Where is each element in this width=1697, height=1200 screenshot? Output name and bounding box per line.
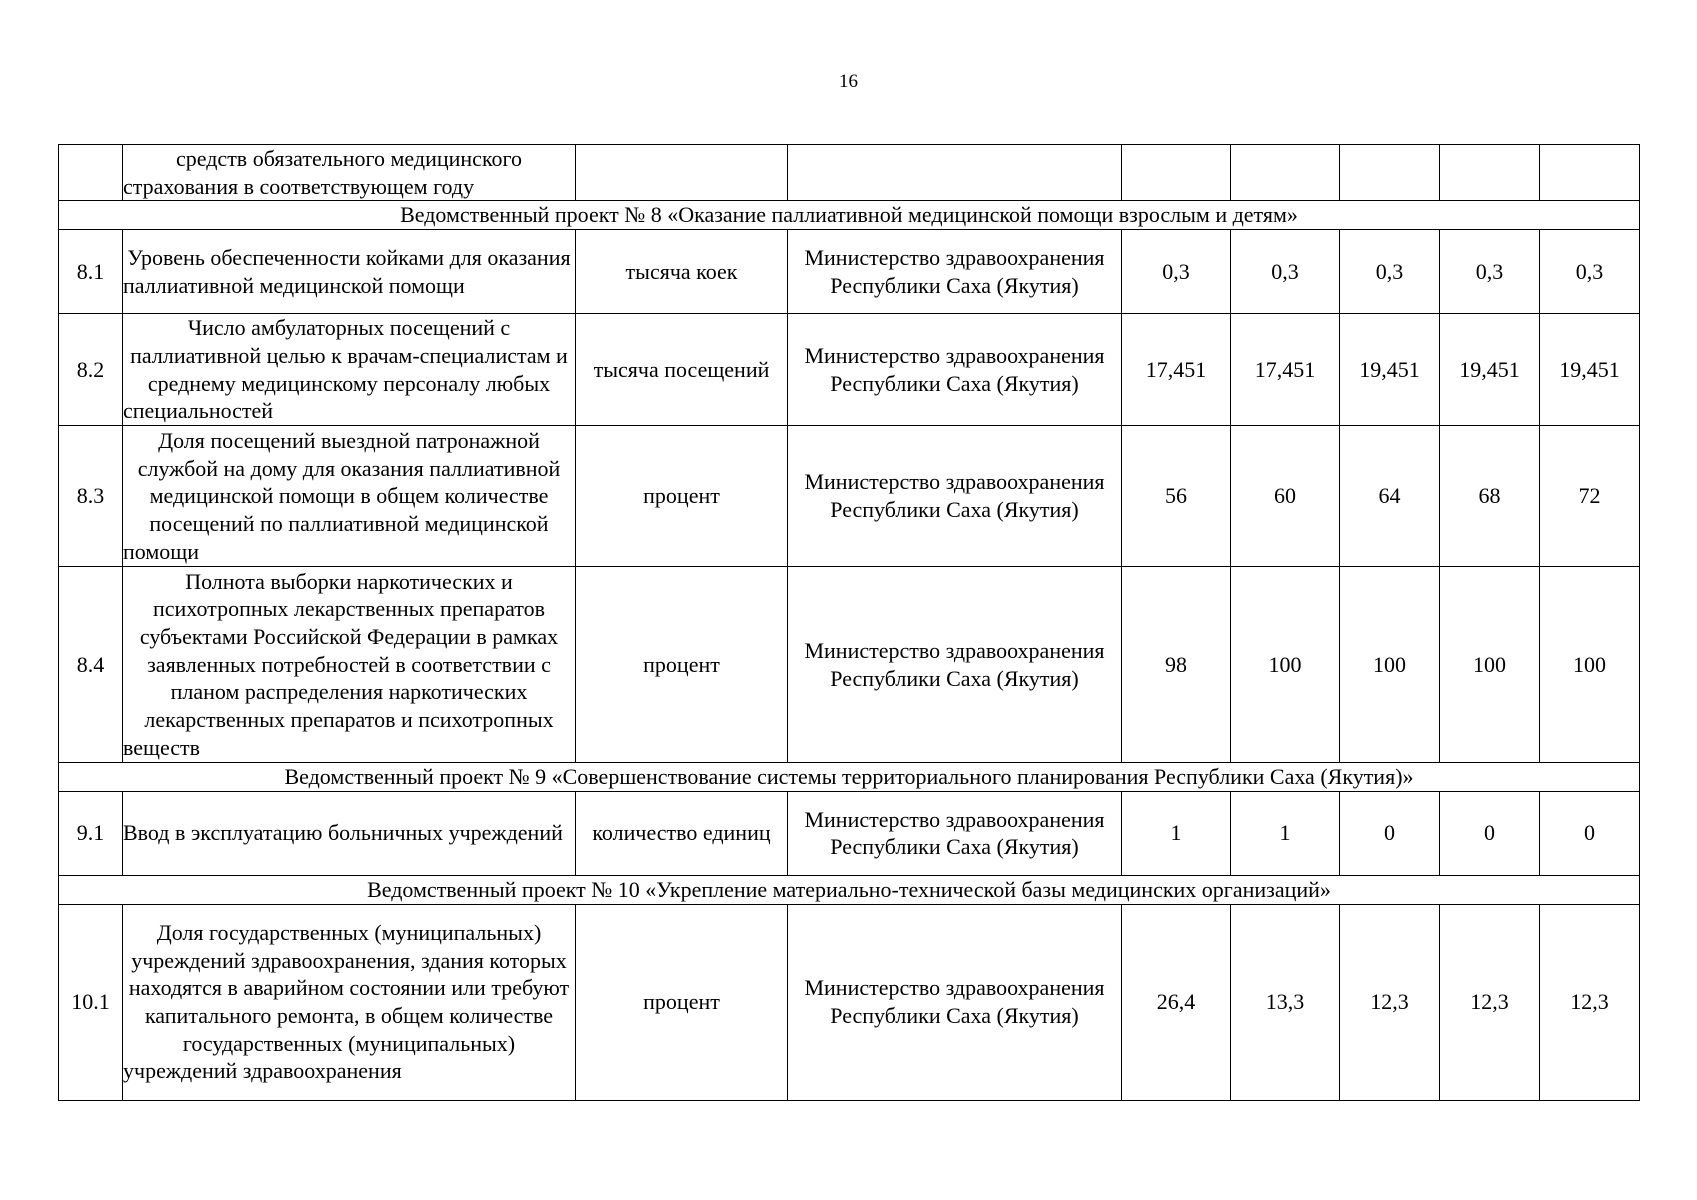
- table-row: [59, 145, 1640, 201]
- value-year-5: 0: [1540, 791, 1640, 875]
- value-year-2: 100: [1231, 567, 1340, 763]
- table-row: [59, 567, 1640, 763]
- indicator-name: Уровень обеспеченности койками для оказания паллиативной медицинской помощи: [123, 230, 576, 314]
- value-year-5: 19,451: [1540, 314, 1640, 426]
- indicators-table: [58, 144, 1640, 1101]
- responsible-body: Министерство здравоохранения Республики Саха (Якутия): [788, 904, 1122, 1100]
- value-year-4: 0: [1440, 791, 1540, 875]
- row-number: 9.1: [59, 791, 123, 875]
- section-title: Ведомственный проект № 9 «Совершенствование системы территориального планирования Республики Саха (Якутия)»: [59, 763, 1640, 792]
- page-number: 16: [839, 71, 858, 92]
- value-year-5: 0,3: [1540, 230, 1640, 314]
- unit-of-measure: тысяча коек: [576, 230, 788, 314]
- row-number: 8.1: [59, 230, 123, 314]
- value-year-3: 0,3: [1340, 230, 1440, 314]
- value-year-1: [1122, 145, 1231, 201]
- responsible-body: Министерство здравоохранения Республики Саха (Якутия): [788, 791, 1122, 875]
- section-header-row: [59, 763, 1640, 792]
- table-body: [59, 145, 1640, 1101]
- table-row: [59, 230, 1640, 314]
- unit-of-measure: процент: [576, 426, 788, 567]
- indicator-name: средств обязательного медицинского страхования в соответствующем году: [123, 145, 576, 201]
- value-year-4: 100: [1440, 567, 1540, 763]
- value-year-2: 17,451: [1231, 314, 1340, 426]
- unit-of-measure: количество единиц: [576, 791, 788, 875]
- value-year-4: 19,451: [1440, 314, 1540, 426]
- value-year-2: 60: [1231, 426, 1340, 567]
- responsible-body: [788, 145, 1122, 201]
- unit-of-measure: тысяча посещений: [576, 314, 788, 426]
- row-number: 8.3: [59, 426, 123, 567]
- unit-of-measure: процент: [576, 904, 788, 1100]
- value-year-5: [1540, 145, 1640, 201]
- value-year-1: 56: [1122, 426, 1231, 567]
- value-year-5: 72: [1540, 426, 1640, 567]
- value-year-3: 0: [1340, 791, 1440, 875]
- value-year-1: 0,3: [1122, 230, 1231, 314]
- unit-of-measure: [576, 145, 788, 201]
- value-year-2: 1: [1231, 791, 1340, 875]
- row-number: [59, 145, 123, 201]
- row-number: 8.4: [59, 567, 123, 763]
- table-row: [59, 791, 1640, 875]
- table-row: [59, 904, 1640, 1100]
- value-year-1: 98: [1122, 567, 1231, 763]
- table-row: [59, 314, 1640, 426]
- value-year-2: [1231, 145, 1340, 201]
- indicator-name: Доля посещений выездной патронажной службой на дому для оказания паллиативной медицинской помощи в общем количестве посещений по паллиативной медицинской помощи: [123, 426, 576, 567]
- value-year-4: 12,3: [1440, 904, 1540, 1100]
- value-year-1: 26,4: [1122, 904, 1231, 1100]
- value-year-2: 13,3: [1231, 904, 1340, 1100]
- section-header-row: [59, 201, 1640, 230]
- value-year-3: 100: [1340, 567, 1440, 763]
- indicator-name: Полнота выборки наркотических и психотропных лекарственных препаратов субъектами Российской Федерации в рамках заявленных потребностей в соответствии с планом распределения наркотических лекарственных препаратов и психотропных веществ: [123, 567, 576, 763]
- unit-of-measure: процент: [576, 567, 788, 763]
- value-year-1: 17,451: [1122, 314, 1231, 426]
- value-year-1: 1: [1122, 791, 1231, 875]
- value-year-5: 100: [1540, 567, 1640, 763]
- row-number: 10.1: [59, 904, 123, 1100]
- value-year-3: [1340, 145, 1440, 201]
- indicator-name: Число амбулаторных посещений с паллиативной целью к врачам-специалистам и среднему медицинскому персоналу любых специальностей: [123, 314, 576, 426]
- responsible-body: Министерство здравоохранения Республики Саха (Якутия): [788, 426, 1122, 567]
- responsible-body: Министерство здравоохранения Республики Саха (Якутия): [788, 567, 1122, 763]
- responsible-body: Министерство здравоохранения Республики Саха (Якутия): [788, 230, 1122, 314]
- value-year-4: 0,3: [1440, 230, 1540, 314]
- row-number: 8.2: [59, 314, 123, 426]
- value-year-4: [1440, 145, 1540, 201]
- value-year-3: 19,451: [1340, 314, 1440, 426]
- indicator-name: Доля государственных (муниципальных) учреждений здравоохранения, здания которых находятся в аварийном состоянии или требуют капитального ремонта, в общем количестве государственных (муниципальных) учреждений здравоохранения: [123, 904, 576, 1100]
- value-year-3: 64: [1340, 426, 1440, 567]
- section-header-row: [59, 875, 1640, 904]
- responsible-body: Министерство здравоохранения Республики Саха (Якутия): [788, 314, 1122, 426]
- value-year-4: 68: [1440, 426, 1540, 567]
- section-title: Ведомственный проект № 8 «Оказание паллиативной медицинской помощи взрослым и детям»: [59, 201, 1640, 230]
- section-title: Ведомственный проект № 10 «Укрепление материально-технической базы медицинских организаций»: [59, 875, 1640, 904]
- indicator-name: Ввод в эксплуатацию больничных учреждений: [123, 791, 576, 875]
- table-row: [59, 426, 1640, 567]
- value-year-5: 12,3: [1540, 904, 1640, 1100]
- value-year-3: 12,3: [1340, 904, 1440, 1100]
- value-year-2: 0,3: [1231, 230, 1340, 314]
